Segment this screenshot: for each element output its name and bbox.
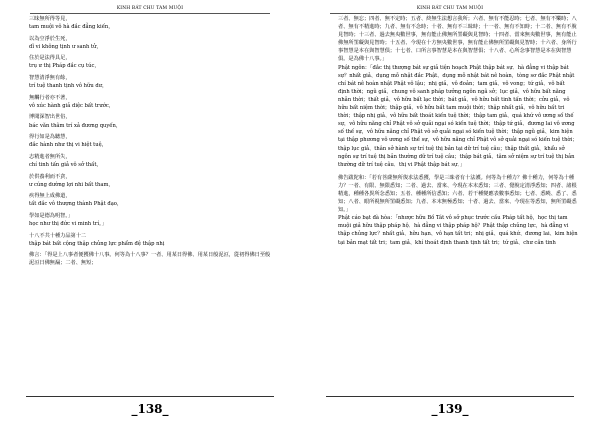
page-number: _139_ xyxy=(431,402,469,416)
verse-vi: vô xúc hành giả diệc bất trước， xyxy=(29,102,114,109)
left-page-text xyxy=(29,15,271,267)
verse-vi: bác văn thâm trí xả đương quyến， xyxy=(29,122,122,129)
chapter-title-vi: thập bát bất cộng thập chủng lực phẩm đệ thập nhị xyxy=(29,240,165,247)
right-page xyxy=(300,0,600,424)
verse-vi: dĩ vi không tịnh ư sanh tử， xyxy=(29,43,102,50)
verse-zh: 無觸行者亦不著， xyxy=(29,94,71,101)
verse-zh: 住於是法得具足， xyxy=(29,55,71,62)
paragraph-zh: 三者、無忘；四者、無不定時；五者、終無生法想言我所；六者、無有不能忍時；七者、無有不樂時；八者、無有不精進時；九者、無有不念時；十者、無有不三昧時；十一者、無有不知時；十二者、無有不脫見智時；十三者、過去無央數世事，無有能止佛無所罣礙與見智時；十四者、當來無央數世事，無有能止佛無所罣礙與見智時；十五者、今現在十方無央數世事，無有能止佛無所罣礙與見智時；十六者、身所行事智慧是本在與智慧俱；十七者、口所言事智慧是本在與智慧俱；十八者、心所念事智慧是本在與智慧俱。是為佛十八事。」 xyxy=(338,16,577,63)
verse-vi: tất đắc vô thượng thành Phật đạo， xyxy=(29,201,123,208)
verse-vi: tam muội vô hà đắc đẳng kiến， xyxy=(29,24,114,31)
verse-zh: 得行如是為聽慧， xyxy=(29,134,71,141)
verse-zh: 志精進者無所失， xyxy=(29,153,71,160)
running-header: KINH BÁT CHU TAM MUỘI xyxy=(30,6,270,14)
running-header: KINH BÁT CHU TAM MUỘI xyxy=(330,6,570,14)
verse-vi: đắc hành như thị vi hiệt tuệ， xyxy=(29,142,107,149)
verse-vi: trụ ư thị Pháp đắc cụ túc， xyxy=(29,63,100,70)
verse-zh: 以為空淨於生死， xyxy=(29,35,71,42)
paragraph-zh: 佛言：「得是上八事者便獲佛十八事。何等為十八事？一者、用某日得佛、用某日般泥洹，從初得佛日至般泥洹日佛無漏；二者、無短； xyxy=(29,252,271,267)
paragraph-vi: Phật ngôn：「đắc thị thượng bát sự giả tiện hoạch Phật thập bát sự．hà đẳng vi thập bát sự？nhất giả、dụng mỗ nhật đắc Phật、dụng mỗ nhật bát nê hoàn，tòng sơ đắc Phật nhật chí bát nê hoàn nhật Phật vô lậu；nhị giả、vô đoản；tam giả、vô vong；tứ giả、vô bất định thời；ngũ giả、chung vô sanh pháp tưởng ngôn ngã sở；lục giả、vô hữu bất năng nhẫn thời；thất giả、vô hữu bất lạc thời；bát giả、vô hữu bất tinh tấn thời；cửu giả、vô hữu bất niệm thời；thập giả、vô hữu bất tam muội thời；thập nhất giả、vô hữu bất tri thời；thập nhị giả、vô hữu bất thoát kiến tuệ thời；thập tam giả、quá khứ vô ương số thế sự，vô hữu năng chỉ Phật vô sở quải ngại só kiến tuệ thời；thập tứ giả、đương lai vô ương số thế sự，vô hữu năng chỉ Phật vô sở quải ngại só kiến tuệ thời；thập ngũ giả、kim hiện tại thập phương vô ương số thế sự，vô hữu năng chỉ Phật vô sở quải ngại só kiến tuệ thời；thập lục giả、thân sở hành sự trí tuệ thị bản tại dữ trí tuệ câu；thập thất giả、khẩu sở ngôn sự trí tuệ thị bản thường dữ trí tuệ câu；thập bát giả、tâm sở niệm sự trí tuệ thị bản thường dữ trí tuệ câu．thị vi Phật thập bát sự．」 xyxy=(338,64,578,168)
verse-zh: 博聞深智出世俗， xyxy=(29,114,71,121)
right-page-text xyxy=(338,15,578,247)
verse-vi: học như thị đức vi minh trí。」 xyxy=(29,220,107,227)
verse-zh: 三昧無所得等見， xyxy=(29,16,71,22)
footer-rule xyxy=(26,396,274,397)
verse-vi: trí tuệ thanh tịnh vô hữu dư， xyxy=(29,83,108,90)
verse-vi: chí tinh tấn giả vô sở thất， xyxy=(29,161,102,168)
verse-zh: 智慧清淨無有餘， xyxy=(29,75,71,82)
chapter-title-zh: 十八不共十種力品第十二 xyxy=(29,232,87,239)
verse-zh: 學如是德為明智。」 xyxy=(29,212,74,219)
footer-rule xyxy=(326,396,574,397)
paragraph-vi: Phật cáo bạt đà hòa：「nhược hữu Bồ Tát vô sở phục trước cầu Pháp tất hộ，học thị tam muội giả hữu thập pháp hộ．hà đẳng vi thập pháp hộ？Phật thập chủng lực，hà đẳng vi thập chủng lực？nhất giả、hữu hạn、vô hạn tất tri；nhị giả、quá khứ、đương lai、kim hiện tại bản mạt tất tri；tam giả、khí thoát định thanh tịnh tất tri；tứ giả、chư căn tinh xyxy=(338,215,578,246)
verse-zh: 疾得無上成佛道， xyxy=(29,193,71,200)
page-number: _138_ xyxy=(131,402,169,416)
paragraph-zh: 佛告跋陀和：「若有菩薩無所復求法悉獲，學是三昧者有十法護。何等為十種力？佛十種力，何等為十種力？一者、有限、無限悉知；二者、過去、當來、今現在本末悉知；三者、覺脫定清淨悉知；四者、諸根精進，種種各異所念悉知；五者、種種所信悉知；六者、若干種變應表數事悉知；七者、悉曉、悉了、悉知；八者、眼所視無所罣礙悉知；九者、本末無極悉知；十者、過去、當來、今現在等悉知，無所罣礙悉知。」 xyxy=(338,174,577,214)
verse-zh: 於供養利而不貪， xyxy=(29,173,71,180)
verse-vi: ư cúng dường lợi nhi bất tham， xyxy=(29,181,114,188)
